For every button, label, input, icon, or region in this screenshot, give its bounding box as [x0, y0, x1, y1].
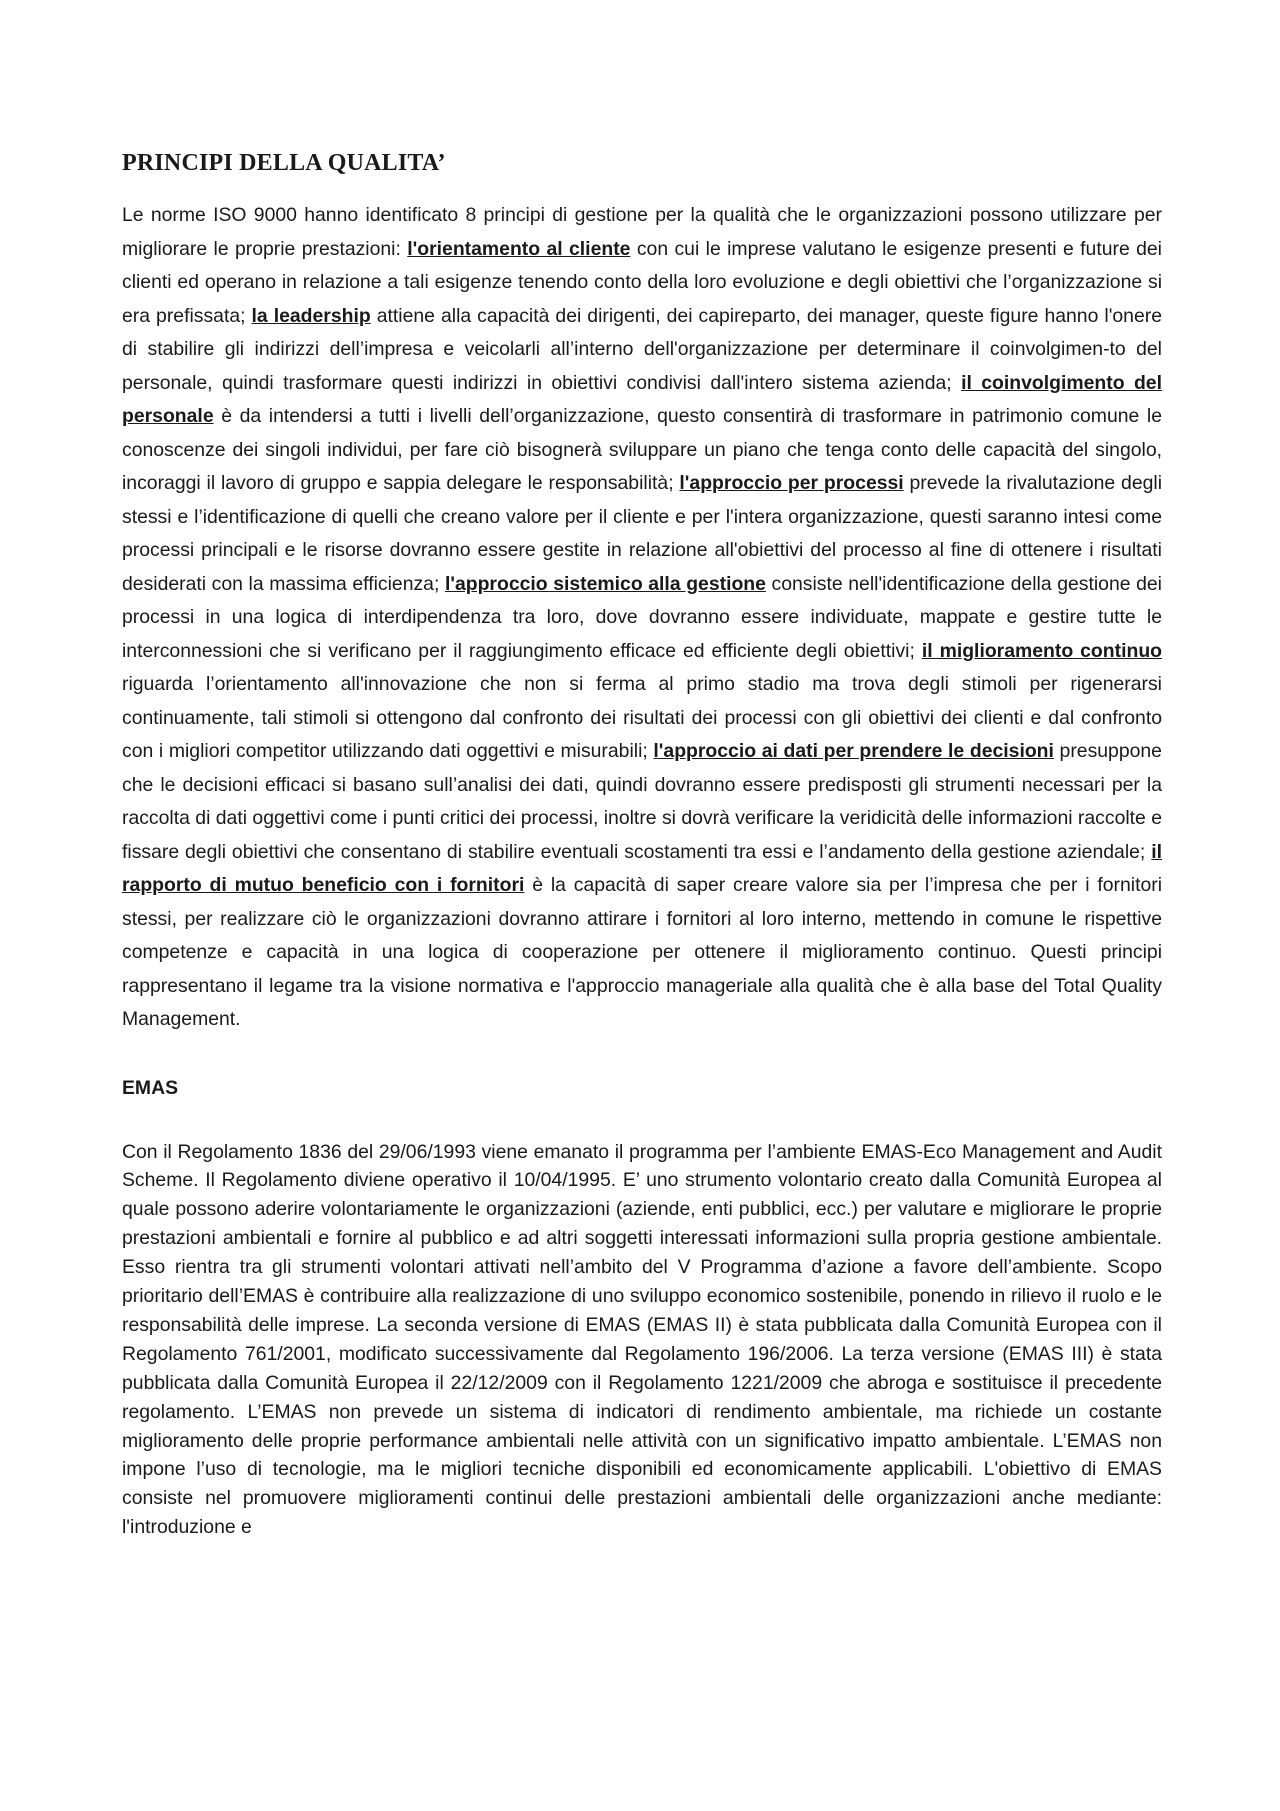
text-run: è da intendersi a tutti i livelli dell’organizzazione, questo consentirà di trasformare in patrimonio comune le conoscenze dei singoli individui, per fare ciò bisognerà sviluppare un piano che tenga conto delle capacità del singolo, incoraggi il lavoro di gruppo e sappia delegare le responsabilità;: [122, 405, 1162, 494]
emas-paragraph: Con il Regolamento 1836 del 29/06/1993 viene emanato il programma per l’ambiente EMAS-Eco Management and Audit Scheme. Il Regolamento diviene operativo il 10/04/1995. E’ uno strumento volontario creato dalla Comunità Europea al quale possono aderire volontariamente le organizzazioni (aziende, enti pubblici, ecc.) per valutare e migliorare le proprie prestazioni ambientali e fornire al pubblico e ad altri soggetti interessati informazioni sulla propria gestione ambientale. Esso rientra tra gli strumenti volontari attivati nell’ambito del V Programma d’azione a favore dell’ambiente. Scopo prioritario dell’EMAS è contribuire alla realizzazione di uno sviluppo economico sostenibile, ponendo in rilievo il ruolo e le responsabilità delle imprese. La seconda versione di EMAS (EMAS II) è stata pubblicata dalla Comunità Europea con il Regolamento 761/2001, modificato successivamente dal Regolamento 196/2006. La terza versione (EMAS III) è stata pubblicata dalla Comunità Europea il 22/12/2009 con il Regolamento 1221/2009 che abroga e sostituisce il precedente regolamento. L’EMAS non prevede un sistema di indicatori di rendimento ambientale, ma richiede un costante miglioramento delle proprie performance ambientali nelle attività con un significativo impatto ambientale. L’EMAS non impone l’uso di tecnologie, ma le migliori tecniche disponibili ed economicamente applicabili. L'obiettivo di EMAS consiste nel promuovere miglioramenti continui delle prestazioni ambientali delle organizzazioni anche mediante: l'introduzione e: [122, 1140, 1162, 1539]
document-page: [122, 150, 1162, 1542]
text-run: è la capacità di saper creare valore sia per l’impresa che per i fornitori stessi, per realizzare ciò le organizzazioni dovranno attirare i fornitori al loro interno, mettendo in comune le rispettive competenze e capacità in una logica di cooperazione per ottenere il miglioramento continuo. Questi principi rappresentano il legame tra la visione normativa e l'approccio manageriale alla qualità che è alla base del Total Quality Management.: [122, 874, 1163, 1030]
text-run: prevede la rivalutazione degli stessi e l’identificazione di quelli che creano valore per il cliente e per l'intera organizzazione, questi saranno intesi come processi principali e le risorse dovranno essere gestite in relazione all'obiettivi del processo al fine di ottenere i risultati desiderati con la massima efficienza;: [122, 472, 1163, 595]
text-run: consiste nell'identificazione della gestione dei processi in una logica di interdipendenza tra loro, dove dovranno essere individuate, mappate e gestire tutte le interconnessioni che si verificano per il raggiungimento efficace ed efficiente degli obiettivi;: [122, 572, 1162, 662]
keyword-approccio-processi: l'approccio per processi: [679, 472, 904, 494]
text-run: presuppone che le decisioni efficaci si basano sull’analisi dei dati, quindi dovranno essere predisposti gli strumenti necessari per la raccolta di dati oggettivi come i punti critici dei processi, inoltre si dovrà verificare la veridicità delle informazioni raccolte e fissare degli obiettivi che consentano di stabilire eventuali scostamenti tra essi e l’andamento della gestione aziendale;: [122, 740, 1163, 863]
keyword-leadership: la leadership: [251, 304, 371, 327]
keyword-approccio-sistemico: l'approccio sistemico alla gestione: [444, 572, 766, 595]
keyword-orientamento-cliente: l'orientamento al cliente: [407, 237, 631, 260]
text-run: attiene alla capacità dei dirigenti, dei capireparto, dei manager, queste figure hanno l'onere di stabilire gli indirizzi dell’impresa e veicolarli all’interno dell'organizzazione per determinare il coinvolgimen-to del personale, quindi trasformare questi indirizzi in obiettivi condivisi dall'intero sistema azienda;: [122, 304, 1162, 394]
keyword-approccio-dati: l'approccio ai dati per prendere le decisioni: [653, 740, 1054, 762]
keyword-coinvolgimento-personale: il coinvolgimento del personale: [122, 371, 1162, 427]
section-title-emas: EMAS: [122, 1076, 179, 1099]
keyword-rapporto-fornitori: il rapporto di mutuo beneficio con i fornitori: [122, 840, 1162, 896]
text-run: riguarda l’orientamento all'innovazione che non si ferma al primo stadio ma trova degli stimoli per rigenerarsi continuamente, tali stimoli si ottengono dal confronto dei risultati dei processi con gli obiettivi dei clienti e dal confronto con i migliori competitor utilizzando dati oggettivi e misurabili;: [122, 673, 1162, 762]
text-run: con cui le imprese valutano le esigenze presenti e future dei clienti ed operano in relazione a tali esigenze tenendo conto della loro evoluzione e degli obiettivi che l’organizzazione si era prefissata;: [122, 237, 1162, 327]
text-run: Le norme ISO 9000 hanno identificato 8 principi di gestione per la qualità che le organizzazioni possono utilizzare per migliorare le proprie prestazioni:: [122, 204, 1162, 260]
principi-paragraph: [122, 199, 1162, 1037]
section-title-principi: PRINCIPI DELLA QUALITA’: [122, 150, 446, 176]
keyword-miglioramento-continuo: il miglioramento continuo: [921, 639, 1163, 662]
